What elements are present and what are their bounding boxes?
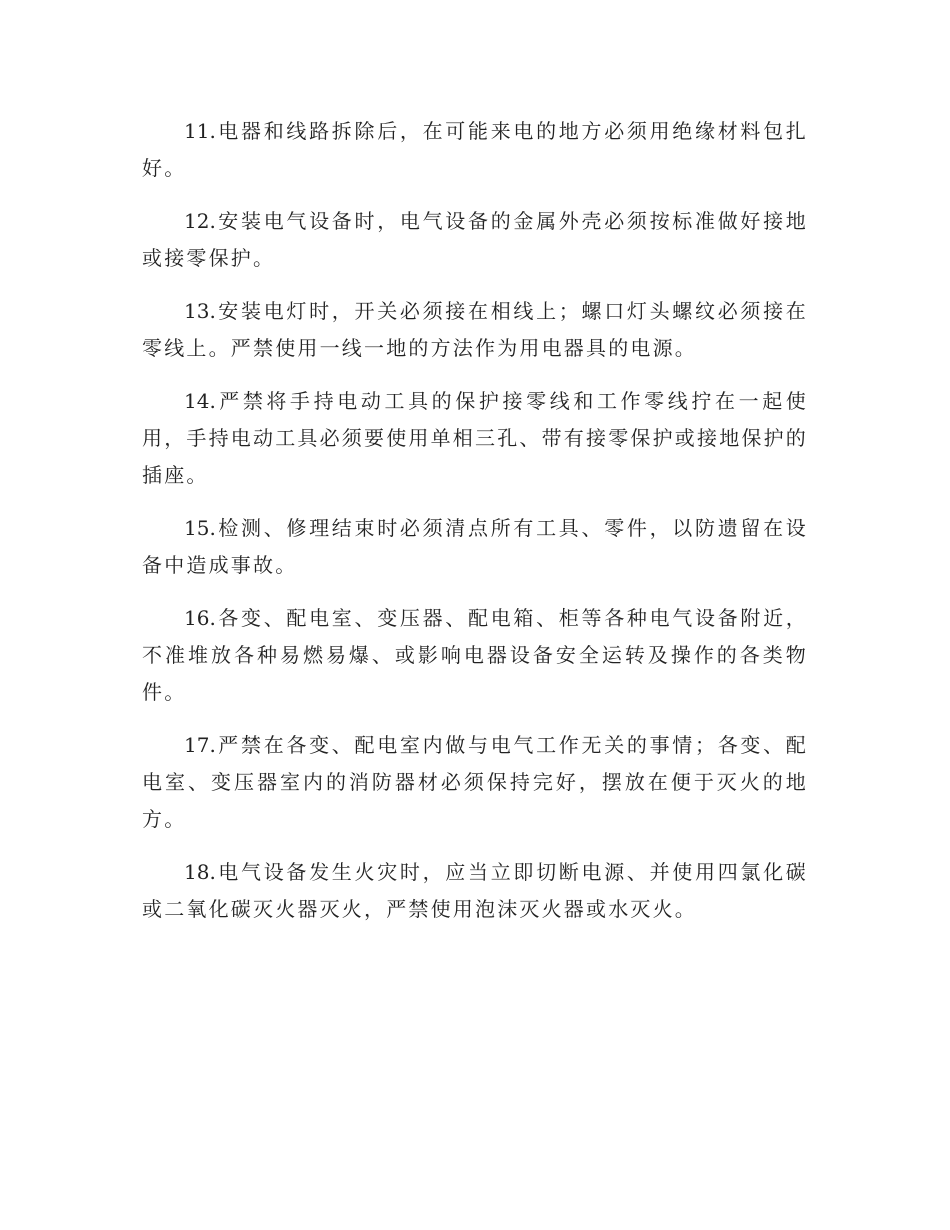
paragraph-text: 严禁将手持电动工具的保护接零线和工作零线拧在一起使用，手持电动工具必须要使用单相三孔、带有接零保护或接地保护的插座。 — [142, 389, 808, 487]
paragraph-14 — [142, 383, 808, 494]
paragraph-text: 电器和线路拆除后，在可能来电的地方必须用绝缘材料包扎好。 — [142, 119, 808, 180]
paragraph-text: 严禁在各变、配电室内做与电气工作无关的事情；各变、配电室、变压器室内的消防器材必须保持完好，摆放在便于灭火的地方。 — [142, 733, 808, 831]
document-page — [142, 113, 808, 944]
paragraph-number: 15. — [184, 516, 216, 540]
paragraph-text: 安装电灯时，开关必须接在相线上；螺口灯头螺纹必须接在零线上。严禁使用一线一地的方法作为用电器具的电源。 — [142, 299, 808, 360]
paragraph-18 — [142, 854, 808, 928]
paragraph-11 — [142, 113, 808, 187]
paragraph-text: 电气设备发生火灾时，应当立即切断电源、并使用四氯化碳或二氧化碳灭火器灭火，严禁使用泡沫灭火器或水灭火。 — [142, 860, 808, 921]
paragraph-number: 17. — [184, 733, 216, 757]
paragraph-text: 安装电气设备时，电气设备的金属外壳必须按标准做好接地或接零保护。 — [142, 209, 808, 270]
paragraph-16 — [142, 600, 808, 711]
paragraph-number: 11. — [184, 119, 216, 143]
paragraph-15 — [142, 510, 808, 584]
paragraph-number: 13. — [184, 299, 216, 323]
paragraph-13 — [142, 293, 808, 367]
paragraph-17 — [142, 727, 808, 838]
paragraph-number: 16. — [184, 606, 216, 630]
paragraph-12 — [142, 203, 808, 277]
paragraph-text: 各变、配电室、变压器、配电箱、柜等各种电气设备附近，不准堆放各种易燃易爆、或影响电器设备安全运转及操作的各类物件。 — [142, 606, 808, 704]
paragraph-text: 检测、修理结束时必须清点所有工具、零件，以防遗留在设备中造成事故。 — [142, 516, 808, 577]
paragraph-number: 12. — [184, 209, 216, 233]
paragraph-number: 18. — [184, 860, 216, 884]
paragraph-number: 14. — [184, 389, 216, 413]
